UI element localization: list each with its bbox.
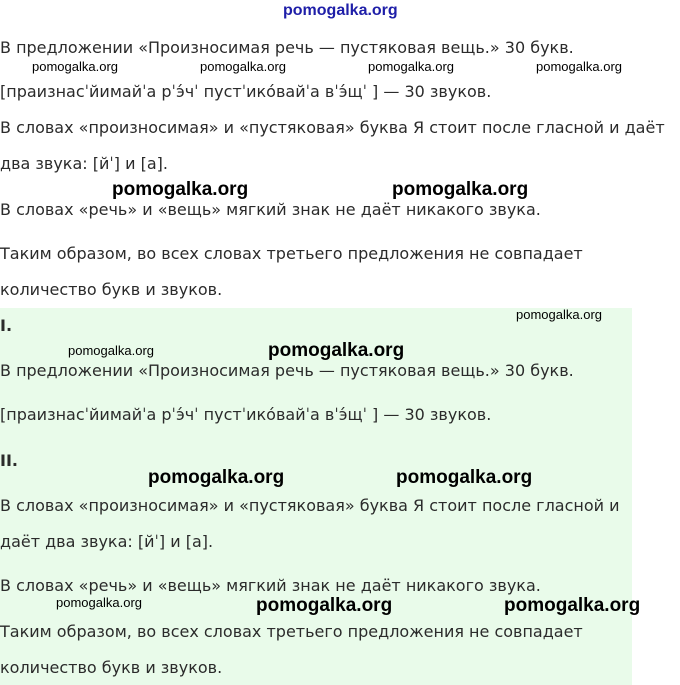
watermark: pomogalka.org: [536, 59, 622, 74]
watermark: pomogalka.org: [256, 595, 393, 616]
text-line: В словах «речь» и «вещь» мягкий знак не даёт никакого звука.: [0, 200, 541, 219]
section-numeral: II.: [0, 451, 18, 470]
watermark: pomogalka.org: [112, 179, 249, 200]
watermark: pomogalka.org: [504, 595, 641, 616]
watermark: pomogalka.org: [68, 343, 154, 358]
transcription-line: [праизнасˈйимайˈа рˈэ́чˈ пустˈико́вайˈа вˈэ́щˈ ] — 30 звуков.: [0, 82, 492, 101]
site-logo[interactable]: pomogalka.org: [283, 2, 398, 19]
watermark: pomogalka.org: [396, 467, 533, 488]
text-line: Таким образом, во всех словах третьего предложения не совпадает: [0, 244, 583, 263]
text-line: В предложении «Произносимая речь — пустяковая вещь.» 30 букв.: [0, 361, 574, 380]
text-line: Таким образом, во всех словах третьего предложения не совпадает: [0, 622, 583, 641]
watermark: pomogalka.org: [392, 179, 529, 200]
text-line: В словах «произносимая» и «пустяковая» буква Я стоит после гласной и даёт: [0, 118, 665, 137]
watermark: pomogalka.org: [32, 59, 118, 74]
text-line: В предложении «Произносимая речь — пустяковая вещь.» 30 букв.: [0, 38, 574, 57]
text-line: количество букв и звуков.: [0, 658, 223, 677]
text-line: В словах «речь» и «вещь» мягкий знак не даёт никакого звука.: [0, 576, 541, 595]
text-line: количество букв и звуков.: [0, 280, 223, 299]
watermark: pomogalka.org: [516, 307, 602, 322]
watermark: pomogalka.org: [268, 340, 405, 361]
watermark: pomogalka.org: [56, 595, 142, 610]
watermark: pomogalka.org: [200, 59, 286, 74]
watermark: pomogalka.org: [148, 467, 285, 488]
transcription-line: [праизнасˈйимайˈа рˈэ́чˈ пустˈико́вайˈа вˈэ́щˈ ] — 30 звуков.: [0, 405, 492, 424]
text-line: два звука: [йˈ] и [а].: [0, 154, 168, 173]
watermark: pomogalka.org: [368, 59, 454, 74]
text-line: В словах «произносимая» и «пустяковая» буква Я стоит после гласной и: [0, 496, 620, 515]
text-line: даёт два звука: [йˈ] и [а].: [0, 532, 214, 551]
section-numeral: I.: [0, 316, 13, 335]
